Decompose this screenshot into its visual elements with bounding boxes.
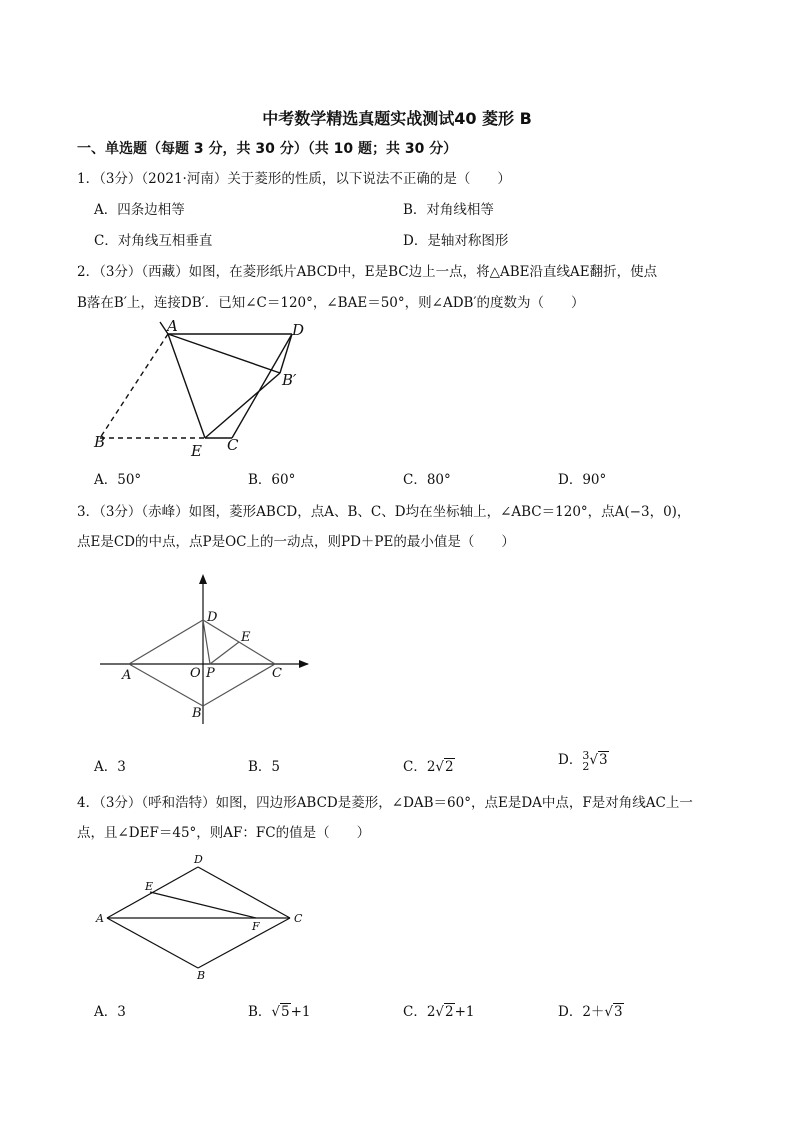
sqrt-sign: √ — [435, 759, 445, 775]
question-2-figure — [88, 314, 318, 464]
question-4-option-d[interactable] — [558, 1000, 624, 1020]
question-2-stem-line-2: B落在B′上，连接DB′．已知∠C＝120°，∠BAE＝50°，则∠ADB′的度数为（ ） — [77, 295, 585, 311]
sqrt-sign: √ — [271, 1004, 281, 1020]
question-2-option-b[interactable]: B．60° — [248, 472, 296, 488]
question-1-option-a[interactable]: A．四条边相等 — [94, 202, 185, 218]
figure-2-label-e: E — [191, 442, 202, 460]
figure-4-label-a: A — [96, 912, 104, 925]
figure-2-label-a: A — [167, 317, 178, 335]
question-3-figure — [96, 568, 326, 728]
figure-3-label-p: P — [206, 666, 215, 681]
figure-3-label-c: C — [272, 666, 282, 681]
option-c-tail: +1 — [454, 1004, 475, 1020]
figure-4-label-e: E — [145, 880, 154, 893]
question-2-option-d[interactable]: D．90° — [558, 472, 607, 488]
figure-3-label-a: A — [122, 668, 132, 683]
question-1-option-c[interactable]: C．对角线互相垂直 — [94, 233, 213, 249]
sqrt-sign: √ — [589, 752, 598, 768]
question-2-stem-line-1: 2．（3分）（西藏）如图，在菱形纸片ABCD中，E是BC边上一点，将△ABE沿直线AE翻折，使点 — [77, 264, 658, 280]
option-d-radicand: 3 — [614, 1004, 623, 1020]
option-d-prefix: D．2＋ — [558, 1004, 605, 1020]
figure-4-label-d: D — [194, 853, 203, 866]
section-heading: 一、单选题（每题 3 分，共 30 分）（共 10 题；共 30 分） — [77, 141, 458, 157]
figure-3-label-e: E — [241, 630, 251, 645]
question-1-stem: 1．（3分）（2021·河南）关于菱形的性质，以下说法不正确的是（ ） — [77, 171, 511, 187]
question-3-stem-line-2: 点E是CD的中点，点P是OC上的一动点，则PD＋PE的最小值是（ ） — [77, 534, 515, 550]
fraction-denominator: 2 — [582, 759, 590, 773]
question-4-figure — [90, 850, 320, 985]
question-4-option-b[interactable] — [248, 1000, 311, 1020]
question-4-stem-line-2: 点，且∠DEF＝45°，则AF：FC的值是（ ） — [77, 825, 371, 841]
question-2-option-c[interactable]: C．80° — [403, 472, 451, 488]
question-4-stem-line-1: 4．（3分）（呼和浩特）如图，四边形ABCD是菱形，∠DAB＝60°，点E是DA中点，F是对角线AC上一 — [77, 795, 693, 811]
question-2-option-a[interactable]: A．50° — [94, 472, 142, 488]
question-3-option-c[interactable] — [403, 755, 455, 775]
figure-3-label-b: B — [192, 706, 202, 721]
figure-3-label-o: O — [190, 666, 201, 681]
question-1-option-b[interactable]: B．对角线相等 — [403, 202, 494, 218]
figure-2-label-c: C — [227, 436, 239, 454]
sqrt-sign: √ — [435, 1004, 445, 1020]
figure-3-label-d: D — [207, 610, 218, 625]
figure-4-label-c: C — [294, 912, 303, 925]
question-1-option-d[interactable]: D．是轴对称图形 — [403, 233, 509, 249]
figure-2-label-b: B — [94, 433, 106, 451]
figure-4-label-f: F — [252, 920, 260, 933]
option-d-radicand: 3 — [598, 752, 608, 768]
question-3-stem-line-1: 3．（3分）（赤峰）如图，菱形ABCD，点A、B、C、D均在坐标轴上，∠ABC＝120°，点A(−3，0)， — [77, 504, 691, 520]
sqrt-sign: √ — [604, 1004, 614, 1020]
option-c-prefix: C．2 — [403, 1004, 436, 1020]
figure-4-label-b: B — [197, 969, 206, 982]
figure-2-label-d: D — [292, 321, 305, 339]
option-c-prefix: C．2 — [403, 759, 436, 775]
question-3-option-d[interactable] — [558, 748, 609, 772]
option-b-radicand: 5 — [281, 1004, 290, 1020]
figure-2-label-b-prime: B′ — [282, 371, 297, 389]
option-b-prefix: B． — [248, 1004, 272, 1020]
option-c-radicand: 2 — [445, 1004, 454, 1020]
option-b-tail: +1 — [290, 1004, 311, 1020]
question-3-option-a[interactable]: A．3 — [94, 759, 126, 775]
question-3-option-b[interactable]: B．5 — [248, 759, 281, 775]
option-c-radicand: 2 — [445, 759, 454, 775]
page-title: 中考数学精选真题实战测试40 菱形 B — [262, 109, 532, 128]
option-d-prefix: D． — [558, 752, 583, 768]
question-4-option-c[interactable] — [403, 1000, 475, 1020]
question-4-option-a[interactable]: A．3 — [94, 1004, 126, 1020]
fraction-numerator: 3 — [582, 748, 590, 762]
